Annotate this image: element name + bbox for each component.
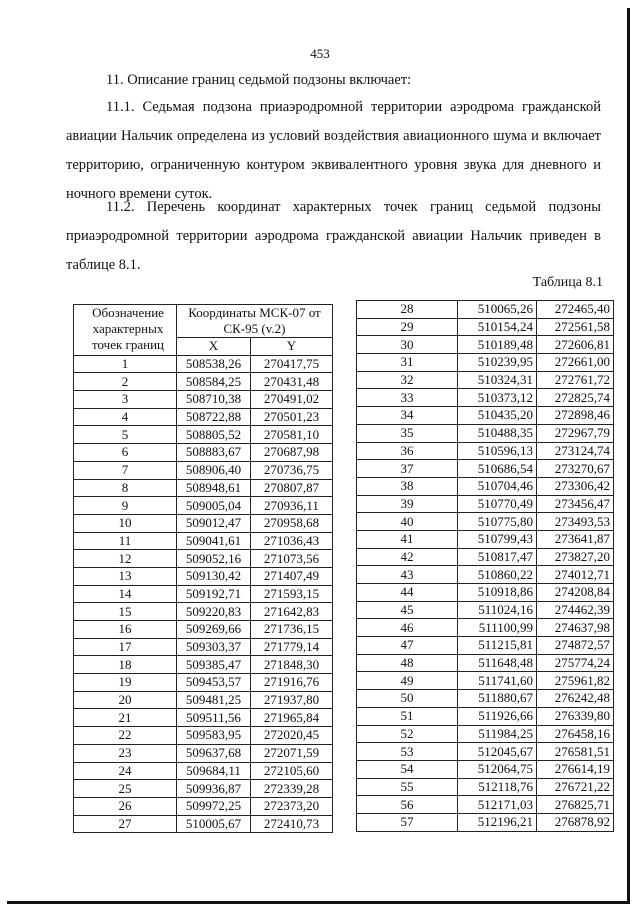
y-coordinate-cell: 271593,15 bbox=[251, 585, 333, 603]
table-row bbox=[74, 497, 333, 515]
table-row bbox=[357, 389, 614, 407]
y-coordinate-cell: 270687,98 bbox=[251, 444, 333, 462]
header-x: X bbox=[177, 338, 251, 356]
table-row bbox=[357, 796, 614, 814]
point-number-cell: 43 bbox=[357, 566, 458, 584]
table-row bbox=[74, 461, 333, 479]
table-row bbox=[357, 743, 614, 761]
coordinates-table-right bbox=[356, 300, 614, 832]
paragraph-section-11-1: 11.1. Седьмая подзона приаэродромной территории аэродрома гражданской авиации Нальчик определена из условий воздействия авиационного шума и включает территорию, ограниченную контуром эквивалентного уровня звука для дневного и ночного времени суток. bbox=[66, 99, 601, 202]
y-coordinate-cell: 274872,57 bbox=[537, 637, 614, 655]
table-row bbox=[74, 815, 333, 833]
table-row bbox=[357, 513, 614, 531]
point-number-cell: 12 bbox=[74, 550, 177, 568]
point-number-cell: 24 bbox=[74, 762, 177, 780]
y-coordinate-cell: 271736,15 bbox=[251, 621, 333, 639]
y-coordinate-cell: 271937,80 bbox=[251, 691, 333, 709]
point-number-cell: 2 bbox=[74, 373, 177, 391]
point-number-cell: 21 bbox=[74, 709, 177, 727]
header-y: Y bbox=[251, 338, 333, 356]
table-row bbox=[74, 656, 333, 674]
x-coordinate-cell: 510154,24 bbox=[458, 318, 537, 336]
y-coordinate-cell: 270491,02 bbox=[251, 391, 333, 409]
y-coordinate-cell: 272465,40 bbox=[537, 301, 614, 319]
x-coordinate-cell: 509936,87 bbox=[177, 780, 251, 798]
y-coordinate-cell: 273124,74 bbox=[537, 442, 614, 460]
x-coordinate-cell: 509130,42 bbox=[177, 567, 251, 585]
table-row bbox=[357, 336, 614, 354]
y-coordinate-cell: 270417,75 bbox=[251, 355, 333, 373]
x-coordinate-cell: 510488,35 bbox=[458, 424, 537, 442]
table-row bbox=[357, 690, 614, 708]
table-row bbox=[357, 354, 614, 372]
table-row bbox=[357, 654, 614, 672]
x-coordinate-cell: 510324,31 bbox=[458, 371, 537, 389]
point-number-cell: 28 bbox=[357, 301, 458, 319]
table-row bbox=[74, 550, 333, 568]
x-coordinate-cell: 510775,80 bbox=[458, 513, 537, 531]
point-number-cell: 40 bbox=[357, 513, 458, 531]
point-number-cell: 7 bbox=[74, 461, 177, 479]
x-coordinate-cell: 508722,88 bbox=[177, 408, 251, 426]
table-row bbox=[74, 797, 333, 815]
table-row bbox=[74, 355, 333, 373]
table-row bbox=[74, 514, 333, 532]
y-coordinate-cell: 276878,92 bbox=[537, 813, 614, 831]
point-number-cell: 14 bbox=[74, 585, 177, 603]
x-coordinate-cell: 510686,54 bbox=[458, 460, 537, 478]
y-coordinate-cell: 272967,79 bbox=[537, 424, 614, 442]
y-coordinate-cell: 272020,45 bbox=[251, 727, 333, 745]
x-coordinate-cell: 509220,83 bbox=[177, 603, 251, 621]
table-row bbox=[357, 318, 614, 336]
paragraph-section-11-2: 11.2. Перечень координат характерных точек границ седьмой подзоны приаэродромной территории аэродрома гражданской авиации Нальчик приведен в таблице 8.1. bbox=[66, 199, 601, 273]
x-coordinate-cell: 510435,20 bbox=[458, 407, 537, 425]
y-coordinate-cell: 271073,56 bbox=[251, 550, 333, 568]
table-row bbox=[74, 727, 333, 745]
x-coordinate-cell: 511926,66 bbox=[458, 707, 537, 725]
table-row bbox=[74, 709, 333, 727]
coordinates-table-left bbox=[73, 304, 333, 833]
y-coordinate-cell: 271916,76 bbox=[251, 674, 333, 692]
y-coordinate-cell: 274637,98 bbox=[537, 619, 614, 637]
point-number-cell: 22 bbox=[74, 727, 177, 745]
x-coordinate-cell: 512045,67 bbox=[458, 743, 537, 761]
y-coordinate-cell: 270581,10 bbox=[251, 426, 333, 444]
y-coordinate-cell: 272339,28 bbox=[251, 780, 333, 798]
table-row bbox=[357, 584, 614, 602]
point-number-cell: 11 bbox=[74, 532, 177, 550]
point-number-cell: 48 bbox=[357, 654, 458, 672]
page-number: 453 bbox=[310, 46, 330, 61]
x-coordinate-cell: 509192,71 bbox=[177, 585, 251, 603]
table-row bbox=[357, 371, 614, 389]
point-number-cell: 35 bbox=[357, 424, 458, 442]
x-coordinate-cell: 510065,26 bbox=[458, 301, 537, 319]
point-number-cell: 31 bbox=[357, 354, 458, 372]
y-coordinate-cell: 273493,53 bbox=[537, 513, 614, 531]
table-body-right bbox=[357, 301, 614, 832]
x-coordinate-cell: 510189,48 bbox=[458, 336, 537, 354]
table-row bbox=[74, 408, 333, 426]
y-coordinate-cell: 272761,72 bbox=[537, 371, 614, 389]
point-number-cell: 41 bbox=[357, 530, 458, 548]
table-row bbox=[74, 532, 333, 550]
x-coordinate-cell: 512196,21 bbox=[458, 813, 537, 831]
x-coordinate-cell: 509637,68 bbox=[177, 744, 251, 762]
point-number-cell: 34 bbox=[357, 407, 458, 425]
table-row bbox=[357, 637, 614, 655]
y-coordinate-cell: 272373,20 bbox=[251, 797, 333, 815]
x-coordinate-cell: 509511,56 bbox=[177, 709, 251, 727]
header-point-designation: Обозначение характерных точек границ bbox=[74, 305, 177, 356]
y-coordinate-cell: 271036,43 bbox=[251, 532, 333, 550]
point-number-cell: 27 bbox=[74, 815, 177, 833]
y-coordinate-cell: 270736,75 bbox=[251, 461, 333, 479]
y-coordinate-cell: 271407,49 bbox=[251, 567, 333, 585]
point-number-cell: 36 bbox=[357, 442, 458, 460]
x-coordinate-cell: 508906,40 bbox=[177, 461, 251, 479]
point-number-cell: 26 bbox=[74, 797, 177, 815]
x-coordinate-cell: 508710,38 bbox=[177, 391, 251, 409]
table-row bbox=[74, 674, 333, 692]
x-coordinate-cell: 512064,75 bbox=[458, 760, 537, 778]
x-coordinate-cell: 509303,37 bbox=[177, 638, 251, 656]
point-number-cell: 10 bbox=[74, 514, 177, 532]
x-coordinate-cell: 510799,43 bbox=[458, 530, 537, 548]
table-row bbox=[74, 373, 333, 391]
x-coordinate-cell: 510817,47 bbox=[458, 548, 537, 566]
table-row bbox=[74, 479, 333, 497]
table-row bbox=[357, 760, 614, 778]
table-row bbox=[357, 672, 614, 690]
table-row bbox=[74, 567, 333, 585]
x-coordinate-cell: 509583,95 bbox=[177, 727, 251, 745]
x-coordinate-cell: 510918,86 bbox=[458, 584, 537, 602]
x-coordinate-cell: 511024,16 bbox=[458, 601, 537, 619]
x-coordinate-cell: 509269,66 bbox=[177, 621, 251, 639]
y-coordinate-cell: 272661,00 bbox=[537, 354, 614, 372]
point-number-cell: 51 bbox=[357, 707, 458, 725]
point-number-cell: 23 bbox=[74, 744, 177, 762]
x-coordinate-cell: 511984,25 bbox=[458, 725, 537, 743]
y-coordinate-cell: 270431,48 bbox=[251, 373, 333, 391]
table-row bbox=[357, 707, 614, 725]
x-coordinate-cell: 510860,22 bbox=[458, 566, 537, 584]
y-coordinate-cell: 275774,24 bbox=[537, 654, 614, 672]
table-row bbox=[357, 301, 614, 319]
y-coordinate-cell: 273270,67 bbox=[537, 460, 614, 478]
table-body-left bbox=[74, 355, 333, 833]
x-coordinate-cell: 511215,81 bbox=[458, 637, 537, 655]
table-row bbox=[357, 548, 614, 566]
y-coordinate-cell: 272825,74 bbox=[537, 389, 614, 407]
point-number-cell: 37 bbox=[357, 460, 458, 478]
point-number-cell: 15 bbox=[74, 603, 177, 621]
table-row bbox=[74, 691, 333, 709]
table-row bbox=[74, 391, 333, 409]
table-row bbox=[74, 621, 333, 639]
table-row bbox=[357, 619, 614, 637]
table-row bbox=[74, 780, 333, 798]
x-coordinate-cell: 509481,25 bbox=[177, 691, 251, 709]
y-coordinate-cell: 271848,30 bbox=[251, 656, 333, 674]
table-row bbox=[357, 460, 614, 478]
y-coordinate-cell: 274012,71 bbox=[537, 566, 614, 584]
point-number-cell: 3 bbox=[74, 391, 177, 409]
table-row bbox=[74, 638, 333, 656]
header-coordinates: Координаты МСК-07 от СК-95 (v.2) bbox=[177, 305, 333, 338]
table-row bbox=[357, 601, 614, 619]
point-number-cell: 38 bbox=[357, 477, 458, 495]
x-coordinate-cell: 508805,52 bbox=[177, 426, 251, 444]
y-coordinate-cell: 276242,48 bbox=[537, 690, 614, 708]
x-coordinate-cell: 509012,47 bbox=[177, 514, 251, 532]
table-row bbox=[357, 778, 614, 796]
point-number-cell: 45 bbox=[357, 601, 458, 619]
y-coordinate-cell: 272071,59 bbox=[251, 744, 333, 762]
point-number-cell: 16 bbox=[74, 621, 177, 639]
x-coordinate-cell: 509005,04 bbox=[177, 497, 251, 515]
y-coordinate-cell: 276339,80 bbox=[537, 707, 614, 725]
table-caption: Таблица 8.1 bbox=[532, 275, 603, 290]
point-number-cell: 25 bbox=[74, 780, 177, 798]
table-row bbox=[357, 442, 614, 460]
table-row bbox=[357, 495, 614, 513]
point-number-cell: 52 bbox=[357, 725, 458, 743]
x-coordinate-cell: 510005,67 bbox=[177, 815, 251, 833]
table-row bbox=[357, 566, 614, 584]
table-row bbox=[74, 762, 333, 780]
point-number-cell: 4 bbox=[74, 408, 177, 426]
y-coordinate-cell: 272561,58 bbox=[537, 318, 614, 336]
point-number-cell: 6 bbox=[74, 444, 177, 462]
x-coordinate-cell: 508883,67 bbox=[177, 444, 251, 462]
table-row bbox=[74, 444, 333, 462]
table-row bbox=[357, 477, 614, 495]
y-coordinate-cell: 276458,16 bbox=[537, 725, 614, 743]
point-number-cell: 1 bbox=[74, 355, 177, 373]
y-coordinate-cell: 270807,87 bbox=[251, 479, 333, 497]
y-coordinate-cell: 273641,87 bbox=[537, 530, 614, 548]
y-coordinate-cell: 274462,39 bbox=[537, 601, 614, 619]
y-coordinate-cell: 270958,68 bbox=[251, 514, 333, 532]
table-row bbox=[74, 744, 333, 762]
x-coordinate-cell: 511880,67 bbox=[458, 690, 537, 708]
point-number-cell: 57 bbox=[357, 813, 458, 831]
point-number-cell: 20 bbox=[74, 691, 177, 709]
point-number-cell: 8 bbox=[74, 479, 177, 497]
y-coordinate-cell: 273306,42 bbox=[537, 477, 614, 495]
x-coordinate-cell: 511741,60 bbox=[458, 672, 537, 690]
table-row bbox=[357, 407, 614, 425]
table-row bbox=[74, 426, 333, 444]
point-number-cell: 32 bbox=[357, 371, 458, 389]
y-coordinate-cell: 273827,20 bbox=[537, 548, 614, 566]
y-coordinate-cell: 271779,14 bbox=[251, 638, 333, 656]
table-row bbox=[74, 585, 333, 603]
point-number-cell: 50 bbox=[357, 690, 458, 708]
x-coordinate-cell: 509385,47 bbox=[177, 656, 251, 674]
point-number-cell: 29 bbox=[357, 318, 458, 336]
y-coordinate-cell: 272410,73 bbox=[251, 815, 333, 833]
y-coordinate-cell: 270501,23 bbox=[251, 408, 333, 426]
x-coordinate-cell: 510373,12 bbox=[458, 389, 537, 407]
point-number-cell: 44 bbox=[357, 584, 458, 602]
x-coordinate-cell: 508584,25 bbox=[177, 373, 251, 391]
x-coordinate-cell: 508948,61 bbox=[177, 479, 251, 497]
point-number-cell: 55 bbox=[357, 778, 458, 796]
x-coordinate-cell: 508538,26 bbox=[177, 355, 251, 373]
point-number-cell: 39 bbox=[357, 495, 458, 513]
point-number-cell: 30 bbox=[357, 336, 458, 354]
table-row bbox=[357, 725, 614, 743]
y-coordinate-cell: 274208,84 bbox=[537, 584, 614, 602]
point-number-cell: 46 bbox=[357, 619, 458, 637]
y-coordinate-cell: 272105,60 bbox=[251, 762, 333, 780]
y-coordinate-cell: 276581,51 bbox=[537, 743, 614, 761]
point-number-cell: 47 bbox=[357, 637, 458, 655]
x-coordinate-cell: 510770,49 bbox=[458, 495, 537, 513]
paragraph-section-11: 11. Описание границ седьмой подзоны включает: bbox=[106, 72, 412, 88]
point-number-cell: 42 bbox=[357, 548, 458, 566]
x-coordinate-cell: 510596,13 bbox=[458, 442, 537, 460]
y-coordinate-cell: 276721,22 bbox=[537, 778, 614, 796]
y-coordinate-cell: 276825,71 bbox=[537, 796, 614, 814]
x-coordinate-cell: 510239,95 bbox=[458, 354, 537, 372]
x-coordinate-cell: 509041,61 bbox=[177, 532, 251, 550]
y-coordinate-cell: 272606,81 bbox=[537, 336, 614, 354]
y-coordinate-cell: 276614,19 bbox=[537, 760, 614, 778]
table-row bbox=[357, 424, 614, 442]
y-coordinate-cell: 270936,11 bbox=[251, 497, 333, 515]
x-coordinate-cell: 509052,16 bbox=[177, 550, 251, 568]
x-coordinate-cell: 509684,11 bbox=[177, 762, 251, 780]
x-coordinate-cell: 511100,99 bbox=[458, 619, 537, 637]
point-number-cell: 33 bbox=[357, 389, 458, 407]
y-coordinate-cell: 272898,46 bbox=[537, 407, 614, 425]
table-row bbox=[74, 603, 333, 621]
point-number-cell: 53 bbox=[357, 743, 458, 761]
table-row bbox=[357, 530, 614, 548]
x-coordinate-cell: 509453,57 bbox=[177, 674, 251, 692]
y-coordinate-cell: 271965,84 bbox=[251, 709, 333, 727]
point-number-cell: 13 bbox=[74, 567, 177, 585]
y-coordinate-cell: 275961,82 bbox=[537, 672, 614, 690]
point-number-cell: 9 bbox=[74, 497, 177, 515]
point-number-cell: 19 bbox=[74, 674, 177, 692]
point-number-cell: 56 bbox=[357, 796, 458, 814]
point-number-cell: 49 bbox=[357, 672, 458, 690]
y-coordinate-cell: 271642,83 bbox=[251, 603, 333, 621]
x-coordinate-cell: 511648,48 bbox=[458, 654, 537, 672]
x-coordinate-cell: 509972,25 bbox=[177, 797, 251, 815]
x-coordinate-cell: 512171,03 bbox=[458, 796, 537, 814]
y-coordinate-cell: 273456,47 bbox=[537, 495, 614, 513]
point-number-cell: 5 bbox=[74, 426, 177, 444]
point-number-cell: 54 bbox=[357, 760, 458, 778]
x-coordinate-cell: 512118,76 bbox=[458, 778, 537, 796]
table-row bbox=[357, 813, 614, 831]
point-number-cell: 17 bbox=[74, 638, 177, 656]
point-number-cell: 18 bbox=[74, 656, 177, 674]
x-coordinate-cell: 510704,46 bbox=[458, 477, 537, 495]
